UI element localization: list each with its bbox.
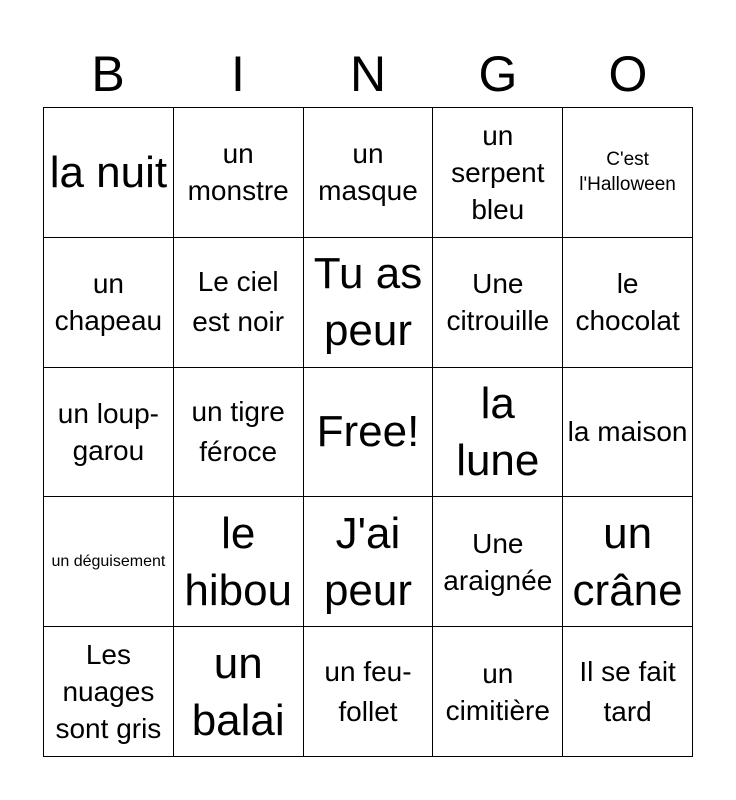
cell-text: un tigre féroce [191,395,285,467]
cell-text: la maison [567,415,688,447]
cell-text: un déguisement [51,553,166,571]
bingo-cell[interactable] [174,108,304,238]
bingo-cell[interactable] [433,238,563,368]
bingo-cell[interactable] [44,627,174,757]
bingo-cell[interactable] [563,108,693,238]
cell-text: un monstre [187,138,289,207]
bingo-cell[interactable] [174,238,304,368]
cell-text: un balai [191,638,285,745]
bingo-cell[interactable] [44,497,174,627]
bingo-cell[interactable] [174,627,304,757]
cell-text: Free! [316,407,420,457]
bingo-cell[interactable] [174,497,304,627]
bingo-cell[interactable] [44,238,174,368]
bingo-grid [43,107,693,757]
cell-text: la nuit [49,147,168,197]
cell-text: un crâne [572,508,683,615]
header-letter-i: I [231,46,245,102]
cell-text: J'ai peur [323,508,413,615]
cell-text: Une araignée [443,527,553,596]
cell-text: le hibou [184,508,293,615]
cell-text: Une citrouille [446,268,550,337]
header-letter-g: G [478,46,518,102]
bingo-cell[interactable] [174,368,304,498]
cell-text: Les nuages sont gris [55,639,162,745]
header-letter-n: N [349,46,387,102]
cell-text: Il se fait tard [579,655,676,727]
cell-text: un masque [318,138,418,207]
header-letter-b: B [91,46,125,102]
cell-text: un loup-garou [57,397,159,466]
bingo-cell[interactable] [433,108,563,238]
bingo-cell[interactable] [304,108,434,238]
free-space-cell[interactable] [304,368,434,498]
cell-text: un feu-follet [324,655,412,727]
header-letter-o: O [608,46,648,102]
bingo-cell[interactable] [563,497,693,627]
cell-text: un cimitière [445,657,550,726]
cell-text: un serpent bleu [451,119,545,225]
cell-text: Tu as peur [313,249,423,356]
cell-text: le chocolat [575,268,680,337]
cell-text: Le ciel est noir [192,266,285,338]
bingo-cell[interactable] [433,627,563,757]
bingo-cell[interactable] [563,238,693,368]
bingo-cell[interactable] [44,108,174,238]
bingo-cell[interactable] [304,238,434,368]
bingo-cell[interactable] [44,368,174,498]
bingo-cell[interactable] [304,627,434,757]
cell-text: la lune [456,378,540,485]
bingo-header [43,44,693,104]
cell-text: C'est l'Halloween [579,149,676,196]
bingo-cell[interactable] [433,497,563,627]
bingo-cell[interactable] [563,368,693,498]
cell-text: un chapeau [54,268,163,337]
bingo-cell[interactable] [563,627,693,757]
bingo-cell[interactable] [304,497,434,627]
bingo-cell[interactable] [433,368,563,498]
